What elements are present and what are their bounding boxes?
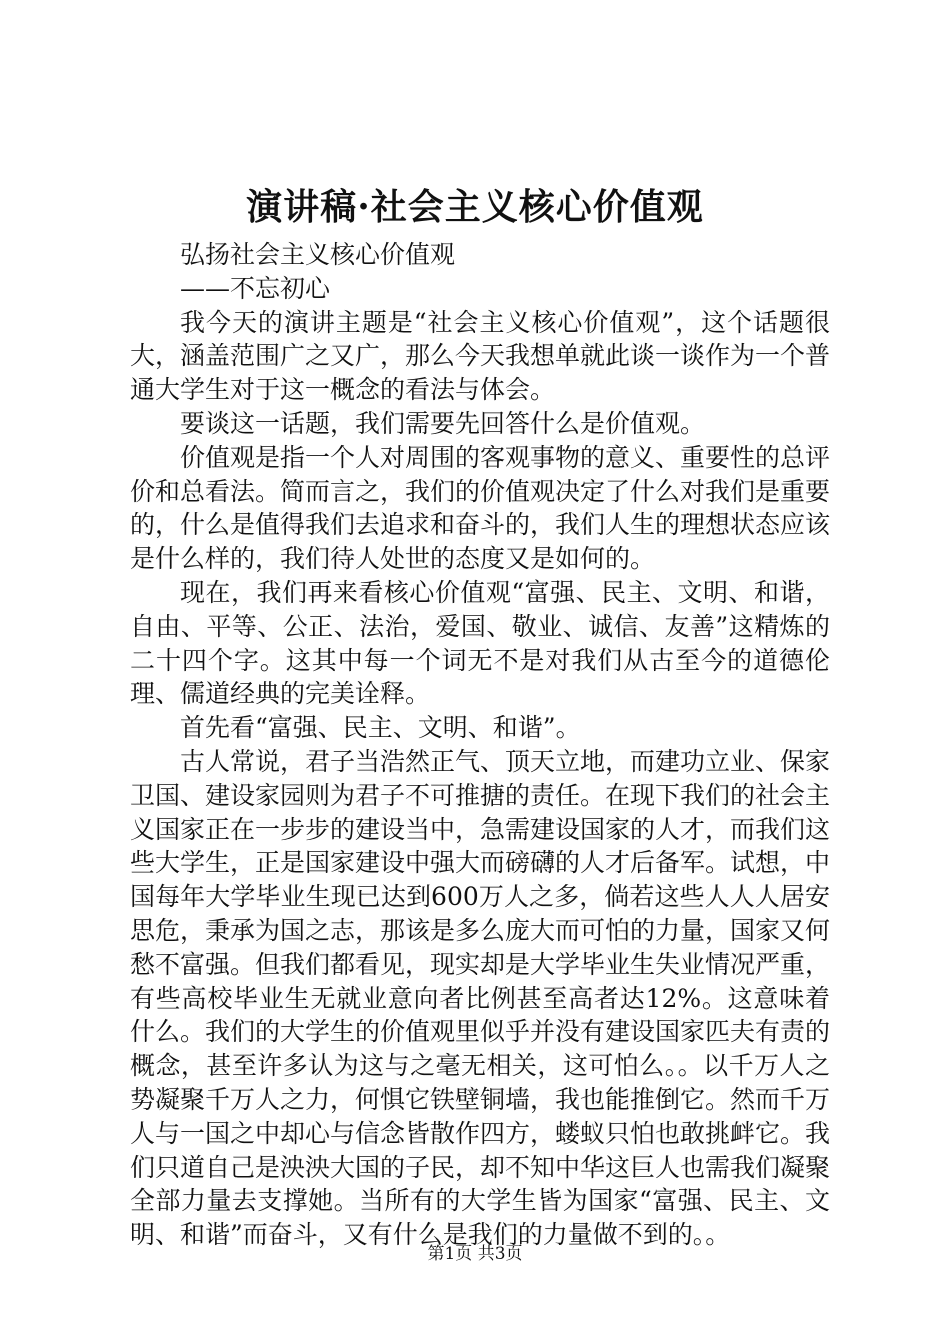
body-paragraph: 古人常说，君子当浩然正气、顶天立地，而建功立业、保家卫国、建设家园则为君子不可推搪的责任。在现下我们的社会主义国家正在一步步的建设当中，急需建设国家的人才，而我们这些大学生，正是国家建设中强大而磅礴的人才后备军。试想，中国每年大学毕业生现已达到600万人之多，倘若这些人人人居安思危，秉承为国之志，那该是多么庞大而可怕的力量，国家又何愁不富强。但我们都看见，现实却是大学毕业生失业情况严重，有些高校毕业生无就业意向者比例甚至高者达12%。这意味着什么。我们的大学生的价值观里似乎并没有建设国家匹夫有责的概念，甚至许多认为这与之毫无相关，这可怕么。。以千万人之势凝聚千万人之力，何惧它铁壁铜墙，我也能推倒它。然而千万人与一国之中却心与信念皆散作四方，蝼蚁只怕也敢挑衅它。我们只道自己是泱泱大国的子民，却不知中华这巨人也需我们凝聚全部力量去支撑她。当所有的大学生皆为国家“富强、民主、文明、和谐”而奋斗，又有什么是我们的力量做不到的。。 bbox=[130, 746, 831, 1250]
subtitle-line: 弘扬社会主义核心价值观 bbox=[180, 240, 456, 269]
body-paragraph: 现在，我们再来看核心价值观“富强、民主、文明、和谐，自由、平等、公正、法治，爱国、敬业、诚信、友善”这精炼的二十四个字。这其中每一个词无不是对我们从古至今的道德伦理、儒道经典的完美诠释。 bbox=[130, 577, 830, 709]
body-paragraph: 要谈这一话题，我们需要先回答什么是价值观。 bbox=[180, 408, 706, 438]
body-paragraph: 价值观是指一个人对周围的客观事物的意义、重要性的总评价和总看法。简而言之，我们的价值观决定了什么对我们是重要的，什么是值得我们去追求和奋斗的，我们人生的理想状态应该是什么样的，我们待人处世的态度又是如何的。 bbox=[130, 442, 831, 574]
subtitle-tagline: ——不忘初心 bbox=[180, 273, 331, 303]
document-title: 演讲稿·社会主义核心价值观 bbox=[246, 186, 704, 228]
body-paragraph: 我今天的演讲主题是“社会主义核心价值观”，这个话题很大，涵盖范围广之又广，那么今天我想单就此谈一谈作为一个普通大学生对于这一概念的看法与体会。 bbox=[130, 307, 831, 405]
document-body bbox=[130, 238, 830, 1252]
body-paragraph: 首先看“富强、民主、文明、和谐”。 bbox=[180, 713, 581, 743]
page-number-footer: 第1页 共3页 bbox=[427, 1244, 523, 1264]
